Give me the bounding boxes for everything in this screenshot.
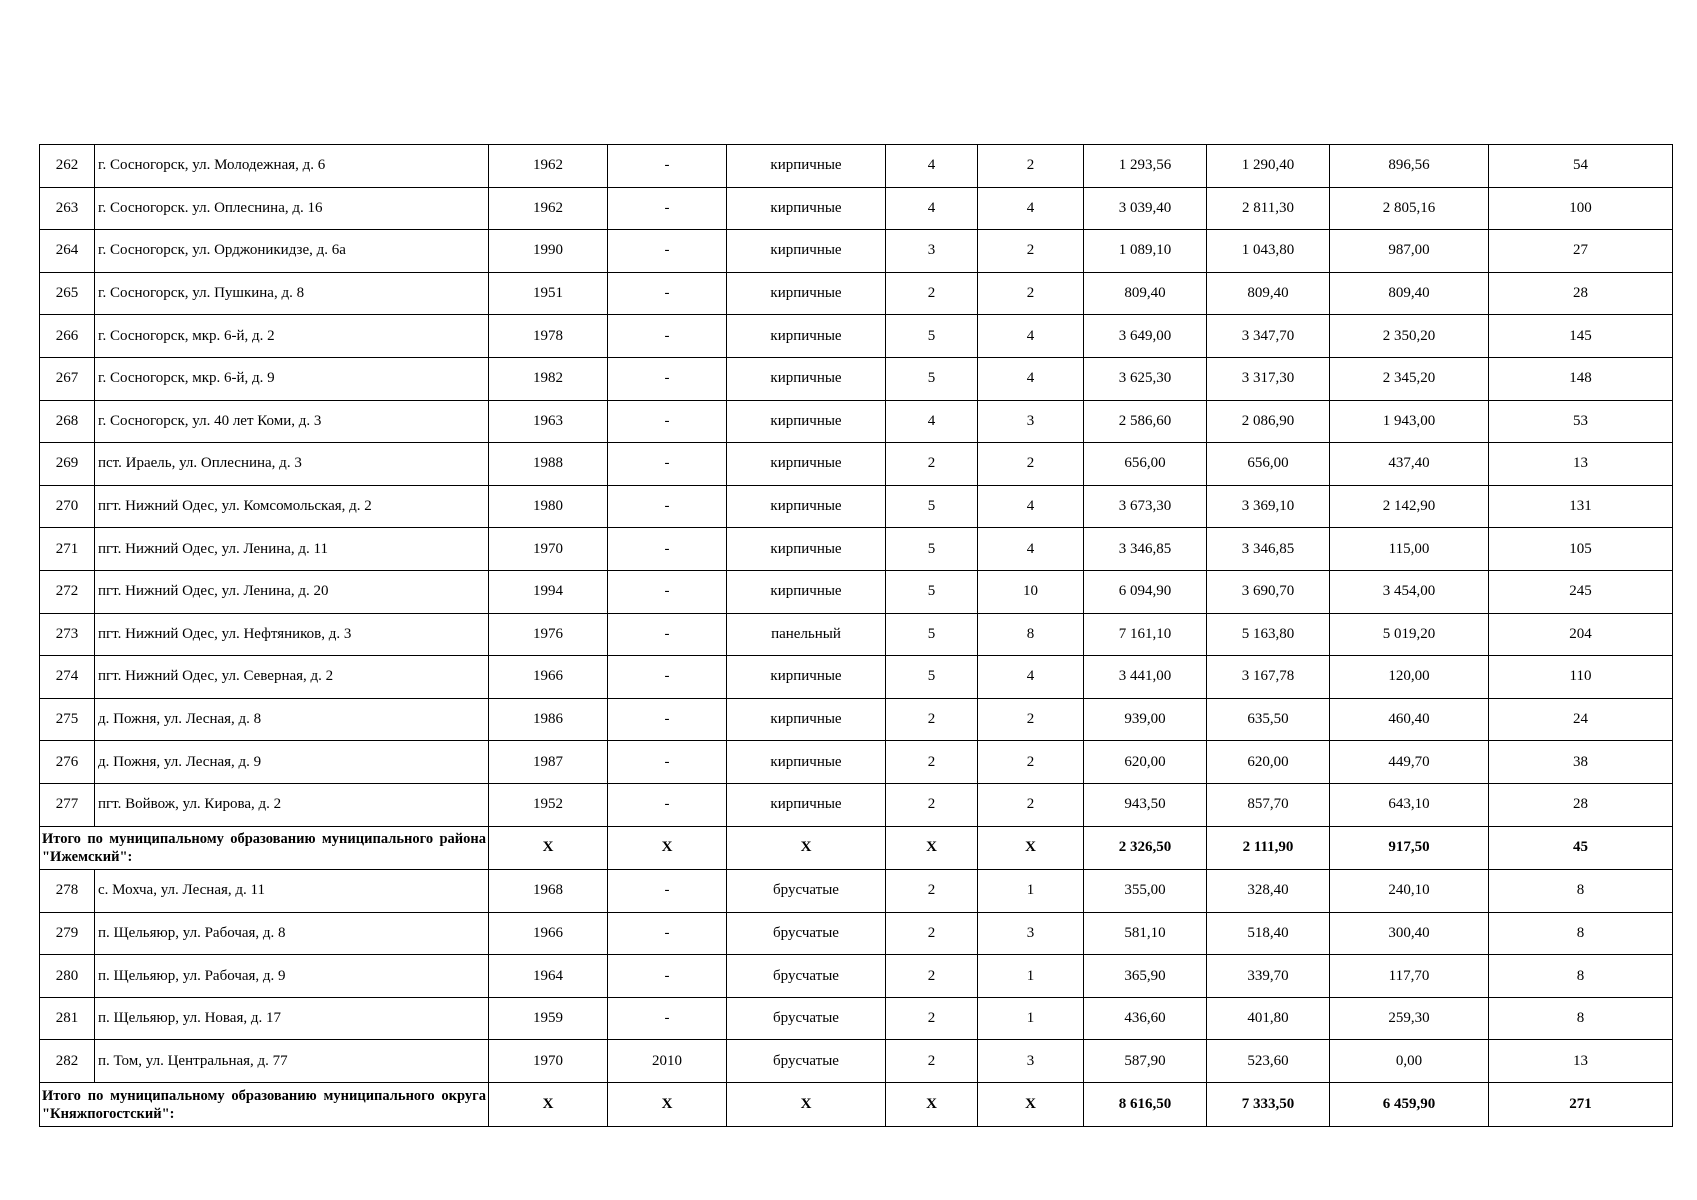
table-row [40,870,1673,913]
table-row [40,145,1673,188]
row-number-cell: 270 [40,485,95,528]
table-row [40,1040,1673,1083]
total-area-cell: 436,60 [1084,997,1207,1040]
year-renovated-cell: 2010 [608,1040,727,1083]
floors-cell: 4 [886,400,978,443]
private-area-cell: 987,00 [1330,230,1489,273]
total-area-cell: 3 673,30 [1084,485,1207,528]
floors-cell: 2 [886,1040,978,1083]
entrances-cell: 2 [978,698,1084,741]
row-number-cell: 271 [40,528,95,571]
total-area-cell: 587,90 [1084,1040,1207,1083]
wall-material-cell: брусчатые [727,912,886,955]
year-renovated-cell: - [608,315,727,358]
row-number-cell: 266 [40,315,95,358]
address-cell: п. Щельяюр, ул. Новая, д. 17 [95,997,489,1040]
entrances-cell: 3 [978,400,1084,443]
row-number-cell: 272 [40,570,95,613]
wall-material-cell: кирпичные [727,443,886,486]
address-cell: г. Сосногорск, ул. Молодежная, д. 6 [95,145,489,188]
table-row [40,613,1673,656]
total-area-cell: 943,50 [1084,783,1207,826]
address-cell: пст. Ираель, ул. Оплеснина, д. 3 [95,443,489,486]
wall-material-cell: брусчатые [727,870,886,913]
private-area-cell: 117,70 [1330,955,1489,998]
subtotal-year-built: X [489,826,608,870]
wall-material-cell: кирпичные [727,783,886,826]
year-renovated-cell: - [608,528,727,571]
year-renovated-cell: - [608,230,727,273]
private-area-cell: 2 350,20 [1330,315,1489,358]
row-number-cell: 278 [40,870,95,913]
row-number-cell: 281 [40,997,95,1040]
year-built-cell: 1978 [489,315,608,358]
subtotal-total-area: 8 616,50 [1084,1083,1207,1127]
row-number-cell: 267 [40,357,95,400]
entrances-cell: 1 [978,997,1084,1040]
floors-cell: 5 [886,656,978,699]
table-body [40,145,1673,1127]
residents-cell: 8 [1489,870,1673,913]
floors-cell: 2 [886,955,978,998]
row-number-cell: 279 [40,912,95,955]
wall-material-cell: кирпичные [727,357,886,400]
year-built-cell: 1994 [489,570,608,613]
living-area-cell: 5 163,80 [1207,613,1330,656]
living-area-cell: 635,50 [1207,698,1330,741]
wall-material-cell: кирпичные [727,528,886,571]
private-area-cell: 460,40 [1330,698,1489,741]
residents-cell: 38 [1489,741,1673,784]
wall-material-cell: брусчатые [727,1040,886,1083]
wall-material-cell: кирпичные [727,145,886,188]
address-cell: г. Сосногорск, мкр. 6-й, д. 2 [95,315,489,358]
table-row [40,187,1673,230]
address-cell: п. Щельяюр, ул. Рабочая, д. 9 [95,955,489,998]
entrances-cell: 2 [978,443,1084,486]
total-area-cell: 656,00 [1084,443,1207,486]
year-built-cell: 1988 [489,443,608,486]
private-area-cell: 1 943,00 [1330,400,1489,443]
year-built-cell: 1962 [489,145,608,188]
living-area-cell: 809,40 [1207,272,1330,315]
residents-cell: 204 [1489,613,1673,656]
total-area-cell: 6 094,90 [1084,570,1207,613]
floors-cell: 5 [886,528,978,571]
year-renovated-cell: - [608,443,727,486]
floors-cell: 2 [886,783,978,826]
table-row [40,783,1673,826]
year-built-cell: 1966 [489,656,608,699]
total-area-cell: 355,00 [1084,870,1207,913]
year-built-cell: 1976 [489,613,608,656]
floors-cell: 2 [886,870,978,913]
row-number-cell: 265 [40,272,95,315]
floors-cell: 2 [886,997,978,1040]
table-row [40,230,1673,273]
living-area-cell: 3 346,85 [1207,528,1330,571]
subtotal-entrances: X [978,1083,1084,1127]
document-page [39,144,1672,1127]
residents-cell: 100 [1489,187,1673,230]
private-area-cell: 643,10 [1330,783,1489,826]
subtotal-floors: X [886,1083,978,1127]
living-area-cell: 3 690,70 [1207,570,1330,613]
residents-cell: 27 [1489,230,1673,273]
year-renovated-cell: - [608,272,727,315]
total-area-cell: 7 161,10 [1084,613,1207,656]
floors-cell: 3 [886,230,978,273]
wall-material-cell: кирпичные [727,187,886,230]
residents-cell: 28 [1489,272,1673,315]
living-area-cell: 3 167,78 [1207,656,1330,699]
private-area-cell: 2 345,20 [1330,357,1489,400]
total-area-cell: 809,40 [1084,272,1207,315]
table-row [40,570,1673,613]
residents-cell: 105 [1489,528,1673,571]
subtotal-year-renovated: X [608,826,727,870]
living-area-cell: 3 347,70 [1207,315,1330,358]
table-row [40,315,1673,358]
floors-cell: 5 [886,315,978,358]
wall-material-cell: кирпичные [727,656,886,699]
row-number-cell: 262 [40,145,95,188]
residents-cell: 53 [1489,400,1673,443]
wall-material-cell: панельный [727,613,886,656]
row-number-cell: 269 [40,443,95,486]
subtotal-floors: X [886,826,978,870]
row-number-cell: 268 [40,400,95,443]
total-area-cell: 2 586,60 [1084,400,1207,443]
address-cell: г. Сосногорск. ул. Оплеснина, д. 16 [95,187,489,230]
row-number-cell: 273 [40,613,95,656]
floors-cell: 5 [886,570,978,613]
living-area-cell: 2 086,90 [1207,400,1330,443]
year-built-cell: 1962 [489,187,608,230]
table-row [40,485,1673,528]
address-cell: пгт. Нижний Одес, ул. Ленина, д. 11 [95,528,489,571]
subtotal-residents: 45 [1489,826,1673,870]
address-cell: г. Сосногорск, ул. 40 лет Коми, д. 3 [95,400,489,443]
living-area-cell: 3 317,30 [1207,357,1330,400]
residents-cell: 148 [1489,357,1673,400]
table-row [40,272,1673,315]
year-renovated-cell: - [608,570,727,613]
row-number-cell: 276 [40,741,95,784]
table-row [40,912,1673,955]
row-number-cell: 282 [40,1040,95,1083]
address-cell: пгт. Нижний Одес, ул. Северная, д. 2 [95,656,489,699]
floors-cell: 5 [886,357,978,400]
subtotal-entrances: X [978,826,1084,870]
row-number-cell: 275 [40,698,95,741]
private-area-cell: 115,00 [1330,528,1489,571]
residents-cell: 131 [1489,485,1673,528]
table-row [40,955,1673,998]
private-area-cell: 449,70 [1330,741,1489,784]
address-cell: д. Пожня, ул. Лесная, д. 8 [95,698,489,741]
subtotal-year-renovated: X [608,1083,727,1127]
total-area-cell: 365,90 [1084,955,1207,998]
year-built-cell: 1990 [489,230,608,273]
total-area-cell: 3 625,30 [1084,357,1207,400]
year-renovated-cell: - [608,997,727,1040]
year-renovated-cell: - [608,357,727,400]
private-area-cell: 259,30 [1330,997,1489,1040]
address-cell: пгт. Нижний Одес, ул. Комсомольская, д. 2 [95,485,489,528]
living-area-cell: 1 043,80 [1207,230,1330,273]
year-renovated-cell: - [608,613,727,656]
table-row [40,400,1673,443]
wall-material-cell: брусчатые [727,997,886,1040]
entrances-cell: 4 [978,656,1084,699]
table-row [40,357,1673,400]
entrances-cell: 4 [978,315,1084,358]
wall-material-cell: кирпичные [727,570,886,613]
residents-cell: 13 [1489,443,1673,486]
wall-material-cell: брусчатые [727,955,886,998]
year-built-cell: 1968 [489,870,608,913]
total-area-cell: 581,10 [1084,912,1207,955]
living-area-cell: 328,40 [1207,870,1330,913]
residents-cell: 24 [1489,698,1673,741]
subtotal-living-area: 2 111,90 [1207,826,1330,870]
living-area-cell: 523,60 [1207,1040,1330,1083]
living-area-cell: 620,00 [1207,741,1330,784]
total-area-cell: 939,00 [1084,698,1207,741]
entrances-cell: 2 [978,272,1084,315]
row-number-cell: 263 [40,187,95,230]
total-area-cell: 3 649,00 [1084,315,1207,358]
year-renovated-cell: - [608,741,727,784]
residents-cell: 8 [1489,997,1673,1040]
table-row [40,443,1673,486]
residents-cell: 145 [1489,315,1673,358]
year-renovated-cell: - [608,187,727,230]
residents-cell: 54 [1489,145,1673,188]
private-area-cell: 896,56 [1330,145,1489,188]
table-row [40,698,1673,741]
living-area-cell: 1 290,40 [1207,145,1330,188]
wall-material-cell: кирпичные [727,315,886,358]
living-area-cell: 2 811,30 [1207,187,1330,230]
residents-cell: 245 [1489,570,1673,613]
private-area-cell: 2 805,16 [1330,187,1489,230]
private-area-cell: 3 454,00 [1330,570,1489,613]
address-cell: п. Щельяюр, ул. Рабочая, д. 8 [95,912,489,955]
subtotal-private-area: 917,50 [1330,826,1489,870]
year-renovated-cell: - [608,400,727,443]
floors-cell: 5 [886,485,978,528]
year-built-cell: 1982 [489,357,608,400]
entrances-cell: 3 [978,912,1084,955]
entrances-cell: 2 [978,230,1084,273]
subtotal-wall-material: X [727,826,886,870]
table-row [40,997,1673,1040]
housing-registry-table [39,144,1673,1127]
living-area-cell: 656,00 [1207,443,1330,486]
address-cell: п. Том, ул. Центральная, д. 77 [95,1040,489,1083]
total-area-cell: 1 293,56 [1084,145,1207,188]
address-cell: д. Пожня, ул. Лесная, д. 9 [95,741,489,784]
subtotal-year-built: X [489,1083,608,1127]
private-area-cell: 0,00 [1330,1040,1489,1083]
private-area-cell: 5 019,20 [1330,613,1489,656]
entrances-cell: 4 [978,187,1084,230]
year-built-cell: 1963 [489,400,608,443]
floors-cell: 2 [886,272,978,315]
year-renovated-cell: - [608,485,727,528]
year-built-cell: 1952 [489,783,608,826]
address-cell: г. Сосногорск, ул. Пушкина, д. 8 [95,272,489,315]
floors-cell: 2 [886,443,978,486]
residents-cell: 8 [1489,955,1673,998]
row-number-cell: 277 [40,783,95,826]
total-area-cell: 1 089,10 [1084,230,1207,273]
living-area-cell: 857,70 [1207,783,1330,826]
address-cell: г. Сосногорск, ул. Орджоникидзе, д. 6а [95,230,489,273]
entrances-cell: 10 [978,570,1084,613]
wall-material-cell: кирпичные [727,230,886,273]
address-cell: с. Мохча, ул. Лесная, д. 11 [95,870,489,913]
private-area-cell: 240,10 [1330,870,1489,913]
floors-cell: 4 [886,145,978,188]
living-area-cell: 339,70 [1207,955,1330,998]
total-area-cell: 3 039,40 [1084,187,1207,230]
year-built-cell: 1987 [489,741,608,784]
private-area-cell: 2 142,90 [1330,485,1489,528]
year-renovated-cell: - [608,870,727,913]
subtotal-row [40,1083,1673,1127]
year-renovated-cell: - [608,783,727,826]
address-cell: пгт. Нижний Одес, ул. Нефтяников, д. 3 [95,613,489,656]
subtotal-private-area: 6 459,90 [1330,1083,1489,1127]
total-area-cell: 3 441,00 [1084,656,1207,699]
subtotal-residents: 271 [1489,1083,1673,1127]
year-built-cell: 1970 [489,528,608,571]
floors-cell: 5 [886,613,978,656]
row-number-cell: 264 [40,230,95,273]
residents-cell: 13 [1489,1040,1673,1083]
subtotal-total-area: 2 326,50 [1084,826,1207,870]
private-area-cell: 437,40 [1330,443,1489,486]
address-cell: пгт. Войвож, ул. Кирова, д. 2 [95,783,489,826]
private-area-cell: 809,40 [1330,272,1489,315]
table-row [40,528,1673,571]
subtotal-label: Итого по муниципальному образованию муниципального округа "Княжпогостский": [40,1083,489,1127]
entrances-cell: 4 [978,528,1084,571]
entrances-cell: 1 [978,955,1084,998]
year-renovated-cell: - [608,698,727,741]
table-row [40,741,1673,784]
address-cell: г. Сосногорск, мкр. 6-й, д. 9 [95,357,489,400]
subtotal-wall-material: X [727,1083,886,1127]
private-area-cell: 120,00 [1330,656,1489,699]
entrances-cell: 8 [978,613,1084,656]
floors-cell: 2 [886,698,978,741]
wall-material-cell: кирпичные [727,400,886,443]
total-area-cell: 620,00 [1084,741,1207,784]
wall-material-cell: кирпичные [727,272,886,315]
wall-material-cell: кирпичные [727,698,886,741]
entrances-cell: 3 [978,1040,1084,1083]
year-renovated-cell: - [608,145,727,188]
entrances-cell: 1 [978,870,1084,913]
table-row [40,656,1673,699]
year-renovated-cell: - [608,912,727,955]
living-area-cell: 518,40 [1207,912,1330,955]
wall-material-cell: кирпичные [727,741,886,784]
floors-cell: 2 [886,912,978,955]
year-built-cell: 1986 [489,698,608,741]
year-built-cell: 1966 [489,912,608,955]
year-built-cell: 1951 [489,272,608,315]
entrances-cell: 2 [978,145,1084,188]
floors-cell: 2 [886,741,978,784]
wall-material-cell: кирпичные [727,485,886,528]
residents-cell: 8 [1489,912,1673,955]
year-built-cell: 1959 [489,997,608,1040]
subtotal-label: Итого по муниципальному образованию муниципального района "Ижемский": [40,826,489,870]
row-number-cell: 280 [40,955,95,998]
year-renovated-cell: - [608,955,727,998]
year-renovated-cell: - [608,656,727,699]
year-built-cell: 1980 [489,485,608,528]
entrances-cell: 4 [978,485,1084,528]
floors-cell: 4 [886,187,978,230]
year-built-cell: 1970 [489,1040,608,1083]
total-area-cell: 3 346,85 [1084,528,1207,571]
entrances-cell: 4 [978,357,1084,400]
private-area-cell: 300,40 [1330,912,1489,955]
subtotal-living-area: 7 333,50 [1207,1083,1330,1127]
residents-cell: 110 [1489,656,1673,699]
address-cell: пгт. Нижний Одес, ул. Ленина, д. 20 [95,570,489,613]
living-area-cell: 401,80 [1207,997,1330,1040]
residents-cell: 28 [1489,783,1673,826]
year-built-cell: 1964 [489,955,608,998]
subtotal-row [40,826,1673,870]
row-number-cell: 274 [40,656,95,699]
entrances-cell: 2 [978,783,1084,826]
entrances-cell: 2 [978,741,1084,784]
living-area-cell: 3 369,10 [1207,485,1330,528]
